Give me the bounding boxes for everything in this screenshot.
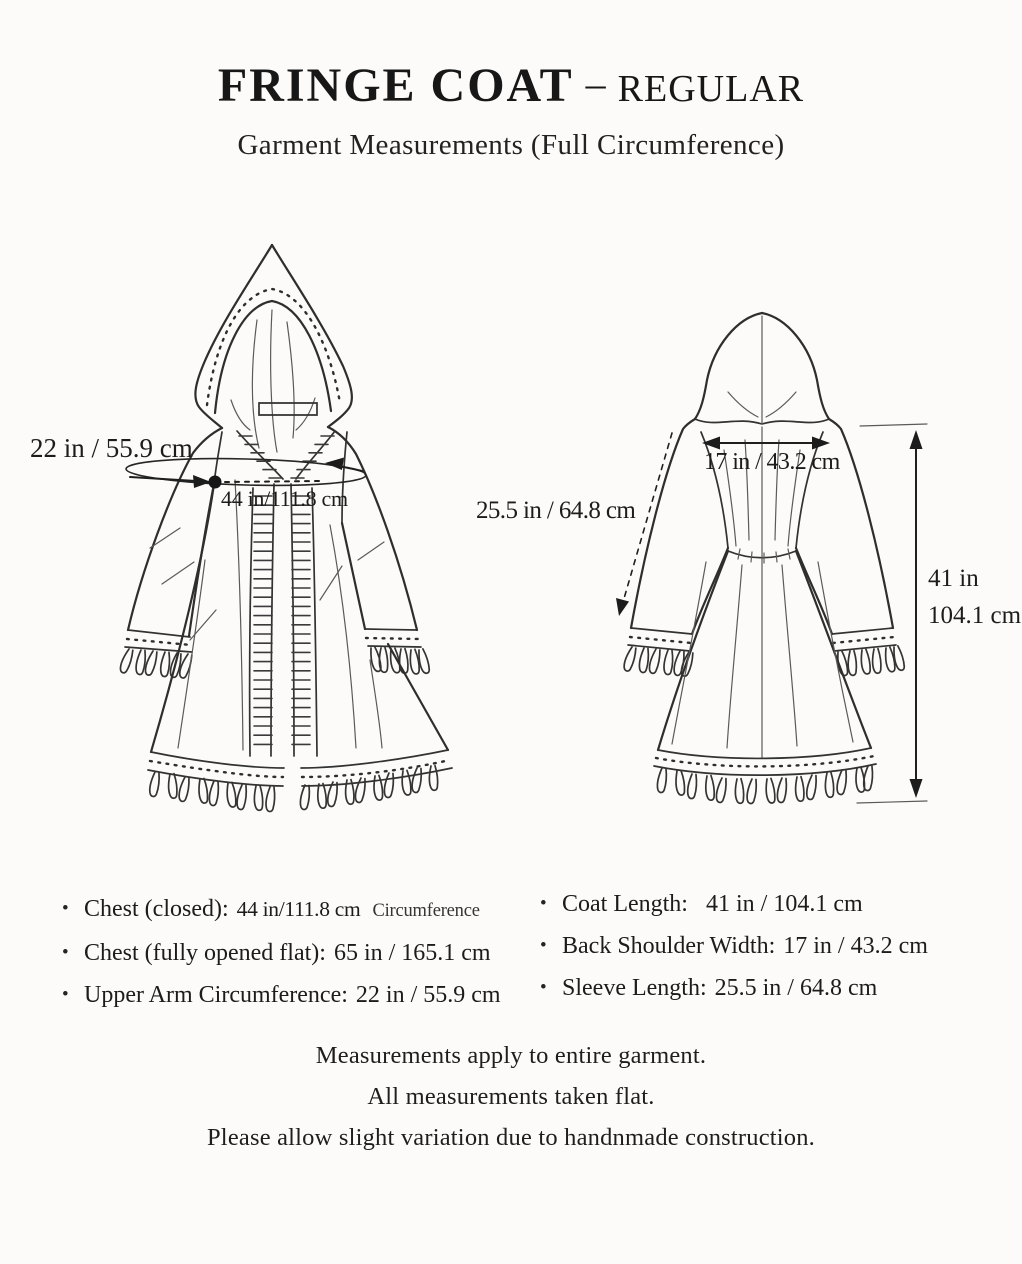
back-shoulder-arrow bbox=[702, 437, 830, 450]
item-value: 25.5 in / 64.8 cm bbox=[714, 975, 878, 1001]
left-cuff-fringe bbox=[119, 648, 194, 679]
item-value: 44 in/111.8 cm bbox=[236, 897, 361, 921]
front-hem-fringe bbox=[149, 766, 439, 812]
list-item bbox=[540, 891, 928, 917]
footer-notes bbox=[0, 1042, 1022, 1165]
header bbox=[0, 58, 1022, 113]
list-item bbox=[62, 982, 501, 1008]
bullet-dot: • bbox=[540, 935, 547, 956]
back-view-drawing bbox=[622, 313, 906, 804]
item-value: 41 in / 104.1 cm bbox=[705, 891, 863, 917]
title-suffix: REGULAR bbox=[617, 68, 805, 110]
measurement-list-left bbox=[62, 896, 501, 1024]
item-value: 22 in / 55.9 cm bbox=[355, 982, 501, 1008]
item-value: 17 in / 43.2 cm bbox=[783, 933, 928, 959]
title-main: FRINGE COAT bbox=[217, 59, 574, 112]
sleeve-length-measurement-label: 25.5 in / 64.8 cm bbox=[476, 497, 636, 524]
upper-arm-measurement-label: 22 in / 55.9 cm bbox=[30, 433, 193, 463]
hood-trim-dots bbox=[207, 289, 340, 405]
note-line: Please allow slight variation due to handnmade construction. bbox=[206, 1124, 816, 1151]
back-shoulder-measurement-label: 17 in / 43.2 cm bbox=[704, 449, 840, 475]
item-label: Sleeve Length: bbox=[562, 975, 707, 1001]
list-item bbox=[540, 975, 928, 1001]
item-value: 65 in / 165.1 cm bbox=[333, 940, 491, 966]
item-label: Chest (closed): bbox=[84, 896, 229, 922]
right-cuff-fringe bbox=[368, 647, 431, 675]
coat-length-cm: 104.1 cm bbox=[928, 602, 1022, 629]
item-suffix: Circumference bbox=[372, 901, 480, 921]
title-separator: – bbox=[585, 61, 608, 106]
bullet-dot: • bbox=[62, 942, 69, 963]
bullet-dot: • bbox=[62, 984, 69, 1005]
coat-length-inches: 41 in bbox=[928, 565, 979, 592]
list-item bbox=[62, 940, 501, 966]
bullet-dot: • bbox=[540, 893, 547, 914]
list-item bbox=[62, 896, 501, 924]
bullet-dot: • bbox=[540, 977, 547, 998]
item-label: Upper Arm Circumference: bbox=[84, 982, 348, 1008]
item-label: Coat Length: bbox=[562, 891, 688, 917]
item-label: Back Shoulder Width: bbox=[562, 933, 776, 959]
note-line: All measurements taken flat. bbox=[367, 1083, 655, 1110]
page-title bbox=[0, 58, 1022, 113]
chest-measurement-label: 44 in/111.8 cm bbox=[221, 486, 348, 511]
coat-length-measurement-label bbox=[928, 560, 1021, 634]
note-line: Measurements apply to entire garment. bbox=[315, 1042, 707, 1069]
bullet-dot: • bbox=[62, 898, 69, 919]
measurement-list-right bbox=[540, 891, 928, 1017]
coat-length-arrow bbox=[857, 424, 927, 803]
list-item bbox=[540, 933, 928, 959]
item-label: Chest (fully opened flat): bbox=[84, 940, 326, 966]
front-view-drawing bbox=[119, 245, 452, 812]
subtitle: Garment Measurements (Full Circumference) bbox=[237, 129, 785, 161]
